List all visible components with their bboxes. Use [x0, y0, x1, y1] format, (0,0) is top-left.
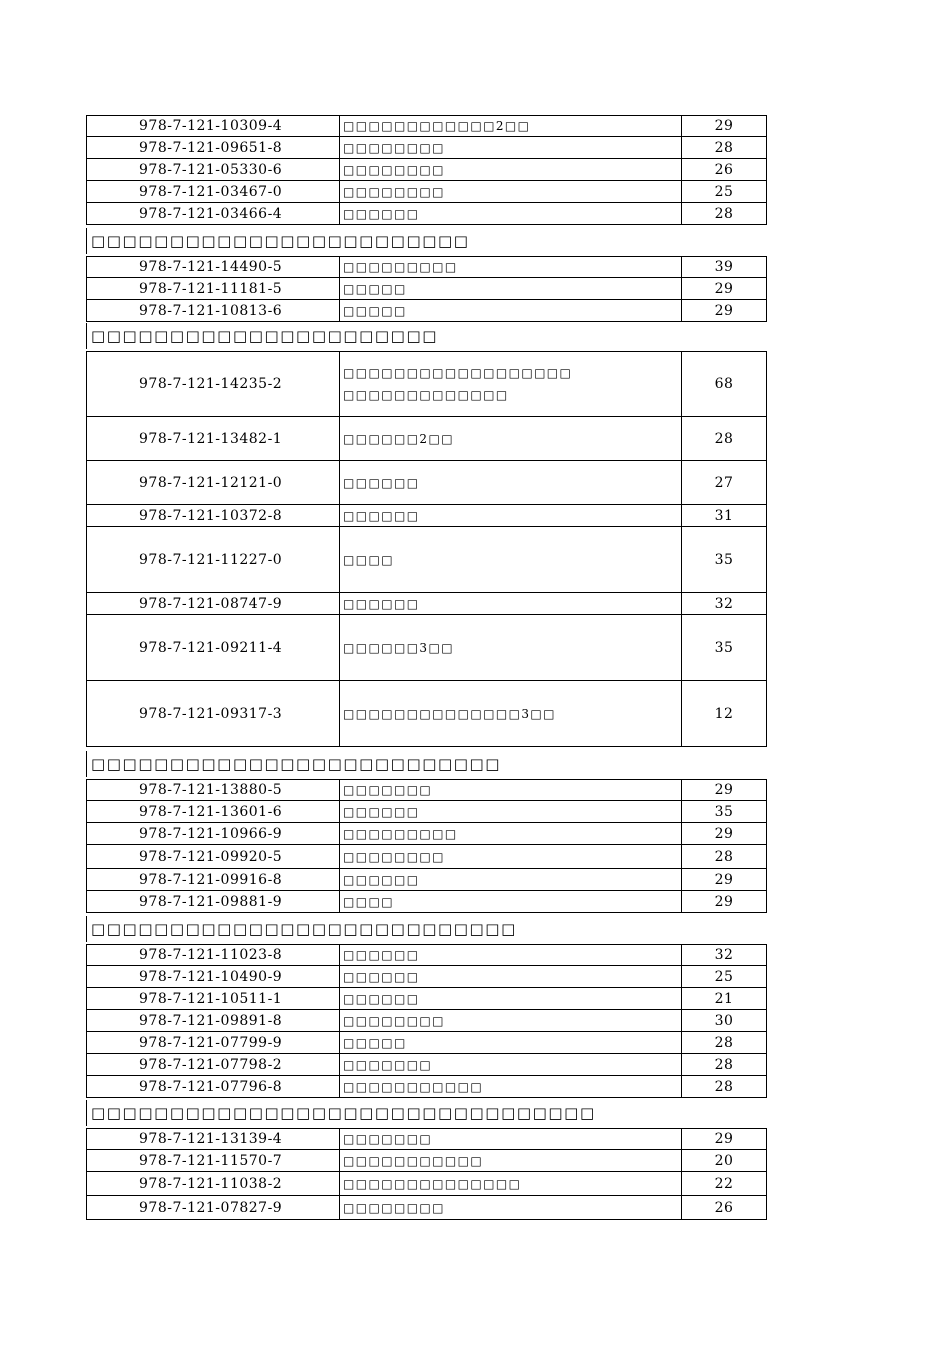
- price-cell: 29: [714, 1131, 734, 1147]
- price-cell: 26: [714, 1199, 734, 1216]
- title-cell: □□□□□□□□□□□□□□3□□: [340, 681, 682, 746]
- isbn-cell: 978-7-121-03467-0: [87, 181, 340, 202]
- title-cell: □□□□□: [340, 278, 682, 299]
- table-row: [86, 891, 767, 913]
- title-cell: □□□□□□: [340, 593, 682, 614]
- price-cell: 28: [714, 139, 734, 156]
- table-row: [86, 300, 767, 322]
- title-cell: □□□□□□: [340, 461, 682, 504]
- title-cell: □□□□□□□□□□□□□□□□□□ □□□□□□□□□□□□□: [340, 352, 682, 416]
- price-cell: 30: [714, 1012, 734, 1029]
- table-row: [86, 845, 767, 869]
- price-cell: 12: [714, 705, 734, 722]
- table-row: [86, 779, 767, 801]
- isbn-cell: 978-7-121-11038-2: [87, 1172, 340, 1195]
- price-cell: 29: [714, 825, 734, 842]
- table-row: [86, 681, 767, 747]
- title-cell: □□□□: [340, 891, 682, 912]
- isbn-cell: 978-7-121-07798-2: [87, 1054, 340, 1075]
- price-cell: 21: [714, 990, 734, 1007]
- price-cell: 29: [714, 782, 734, 798]
- table-row: [86, 944, 767, 966]
- title-cell: □□□□□□□□: [340, 181, 682, 202]
- isbn-cell: 978-7-121-07796-8: [87, 1076, 340, 1097]
- isbn-cell: 978-7-121-14490-5: [87, 257, 340, 277]
- title-cell: □□□□□□□: [340, 1054, 682, 1075]
- title-cell: □□□□□□: [340, 988, 682, 1009]
- table-row: [86, 1196, 767, 1220]
- title-cell: □□□□□□□□□□□□□□: [340, 1172, 682, 1195]
- table-row: [86, 1032, 767, 1054]
- price-cell: 28: [714, 1034, 734, 1051]
- title-cell: □□□□□□□: [340, 1129, 682, 1149]
- isbn-cell: 978-7-121-10511-1: [87, 988, 340, 1009]
- isbn-cell: 978-7-121-13139-4: [87, 1129, 340, 1149]
- title-cell: □□□□□□□□: [340, 845, 682, 868]
- table-row: [86, 137, 767, 159]
- isbn-cell: 978-7-121-13601-6: [87, 801, 340, 822]
- price-cell: 22: [714, 1175, 734, 1192]
- isbn-cell: 978-7-121-11570-7: [87, 1150, 340, 1171]
- title-cell: □□□□□□2□□: [340, 417, 682, 460]
- price-cell: 25: [714, 183, 734, 200]
- isbn-cell: 978-7-121-11181-5: [87, 278, 340, 299]
- price-cell: 29: [714, 118, 734, 134]
- table-row: [86, 823, 767, 845]
- table-row: [86, 966, 767, 988]
- title-cell: □□□□□□□□□□□: [340, 1150, 682, 1171]
- isbn-cell: 978-7-121-14235-2: [87, 352, 340, 416]
- table-row: [86, 256, 767, 278]
- section-heading: □□□□□□□□□□□□□□□□□□□□□□: [86, 323, 767, 349]
- isbn-cell: 978-7-121-05330-6: [87, 159, 340, 180]
- title-cell: □□□□□□3□□: [340, 615, 682, 680]
- isbn-cell: 978-7-121-10372-8: [87, 505, 340, 526]
- isbn-cell: 978-7-121-07827-9: [87, 1196, 340, 1219]
- isbn-cell: 978-7-121-12121-0: [87, 461, 340, 504]
- table-row: [86, 869, 767, 891]
- table-row: [86, 593, 767, 615]
- table-row: [86, 278, 767, 300]
- table-row: [86, 1150, 767, 1172]
- isbn-cell: 978-7-121-10966-9: [87, 823, 340, 844]
- section-heading: □□□□□□□□□□□□□□□□□□□□□□□□□□□□□□□□: [86, 1100, 767, 1126]
- table-row: [86, 203, 767, 225]
- table-row: [86, 351, 767, 417]
- isbn-cell: 978-7-121-10490-9: [87, 966, 340, 987]
- isbn-cell: 978-7-121-10813-6: [87, 300, 340, 321]
- price-cell: 29: [714, 871, 734, 888]
- title-cell: □□□□□□: [340, 203, 682, 224]
- title-cell: □□□□□□□□: [340, 159, 682, 180]
- title-cell: □□□□□□: [340, 801, 682, 822]
- isbn-cell: 978-7-121-03466-4: [87, 203, 340, 224]
- price-cell: 28: [714, 848, 734, 865]
- title-cell: □□□□□□□: [340, 780, 682, 800]
- section-heading: □□□□□□□□□□□□□□□□□□□□□□□□□□: [86, 751, 767, 777]
- isbn-cell: 978-7-121-08747-9: [87, 593, 340, 614]
- table-row: [86, 1076, 767, 1098]
- price-cell: 20: [714, 1152, 734, 1169]
- title-cell: □□□□□□: [340, 505, 682, 526]
- isbn-cell: 978-7-121-07799-9: [87, 1032, 340, 1053]
- isbn-cell: 978-7-121-10309-4: [87, 116, 340, 136]
- price-cell: 28: [714, 1056, 734, 1073]
- title-cell: □□□□□□□□□□□□2□□: [340, 116, 682, 136]
- table-row: [86, 159, 767, 181]
- table-row: [86, 1010, 767, 1032]
- title-cell: □□□□□□□□: [340, 1196, 682, 1219]
- isbn-cell: 978-7-121-13880-5: [87, 780, 340, 800]
- table-row: [86, 505, 767, 527]
- table-row: [86, 417, 767, 461]
- table-row: [86, 615, 767, 681]
- title-cell: □□□□□□□□: [340, 1010, 682, 1031]
- isbn-cell: 978-7-121-09211-4: [87, 615, 340, 680]
- isbn-cell: 978-7-121-09317-3: [87, 681, 340, 746]
- price-cell: 39: [714, 259, 734, 275]
- price-cell: 32: [714, 595, 734, 612]
- isbn-cell: 978-7-121-09916-8: [87, 869, 340, 890]
- table-row: [86, 181, 767, 203]
- price-cell: 29: [714, 280, 734, 297]
- title-cell: □□□□□□□□□: [340, 257, 682, 277]
- table-row: [86, 1128, 767, 1150]
- table-row: [86, 527, 767, 593]
- price-cell: 28: [714, 205, 734, 222]
- price-cell: 31: [714, 507, 734, 524]
- table-row: [86, 115, 767, 137]
- price-cell: 26: [714, 161, 734, 178]
- isbn-cell: 978-7-121-09920-5: [87, 845, 340, 868]
- section-heading: □□□□□□□□□□□□□□□□□□□□□□□□□□□: [86, 916, 767, 942]
- price-cell: 29: [714, 893, 734, 910]
- price-cell: 29: [714, 302, 734, 319]
- title-cell: □□□□□: [340, 1032, 682, 1053]
- table-row: [86, 988, 767, 1010]
- isbn-cell: 978-7-121-09881-9: [87, 891, 340, 912]
- price-cell: 28: [714, 430, 734, 447]
- title-cell: □□□□□□□□: [340, 137, 682, 158]
- price-cell: 68: [714, 376, 734, 392]
- title-cell: □□□□□□□□□□□: [340, 1076, 682, 1097]
- title-cell: □□□□□□: [340, 945, 682, 965]
- isbn-cell: 978-7-121-09651-8: [87, 137, 340, 158]
- table-row: [86, 461, 767, 505]
- title-cell: □□□□□□: [340, 966, 682, 987]
- price-cell: 28: [714, 1078, 734, 1095]
- price-cell: 25: [714, 968, 734, 985]
- price-cell: 27: [714, 474, 734, 491]
- isbn-cell: 978-7-121-13482-1: [87, 417, 340, 460]
- table-row: [86, 1172, 767, 1196]
- table-row: [86, 1054, 767, 1076]
- section-heading: □□□□□□□□□□□□□□□□□□□□□□□□: [86, 228, 767, 254]
- title-cell: □□□□□□□□□: [340, 823, 682, 844]
- title-cell: □□□□□: [340, 300, 682, 321]
- table-row: [86, 801, 767, 823]
- price-cell: 35: [714, 803, 734, 820]
- price-cell: 35: [714, 551, 734, 568]
- isbn-cell: 978-7-121-09891-8: [87, 1010, 340, 1031]
- price-cell: 35: [714, 639, 734, 656]
- title-cell: □□□□□□: [340, 869, 682, 890]
- title-cell: □□□□: [340, 527, 682, 592]
- isbn-cell: 978-7-121-11227-0: [87, 527, 340, 592]
- isbn-cell: 978-7-121-11023-8: [87, 945, 340, 965]
- price-cell: 32: [714, 947, 734, 963]
